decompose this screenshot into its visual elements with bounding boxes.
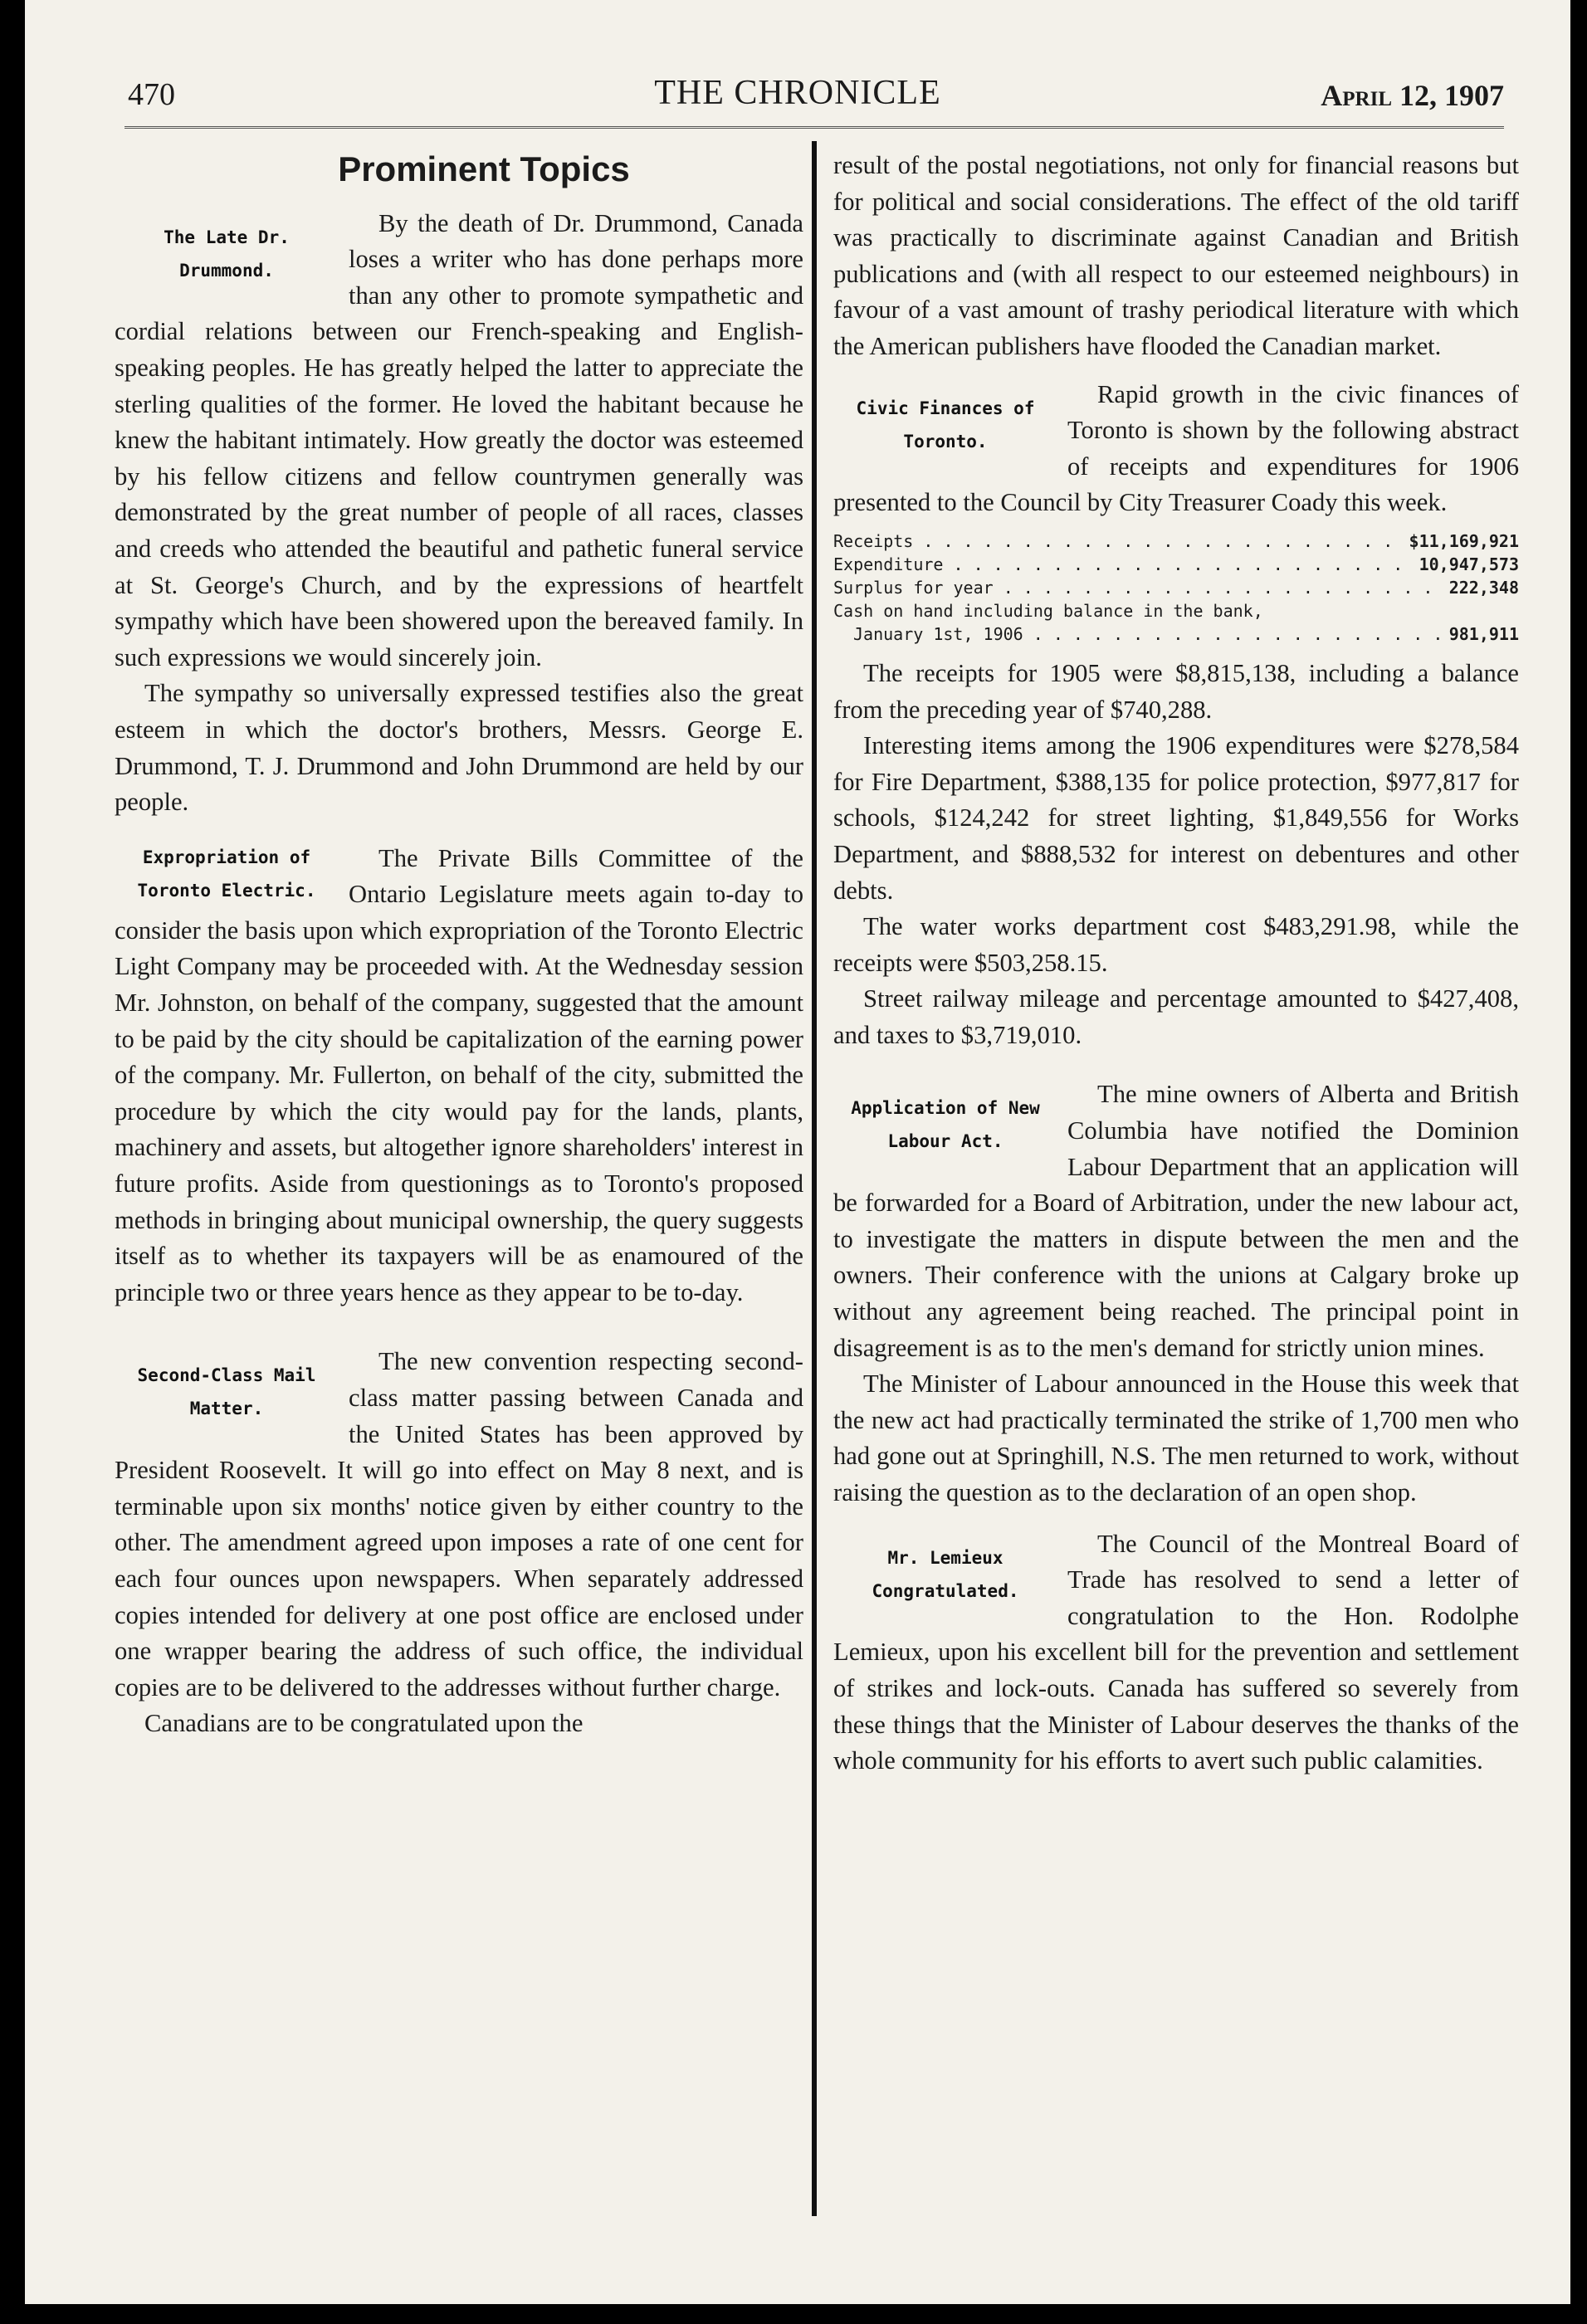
section-title: Prominent Topics [338,149,630,188]
finance-table [833,530,1519,646]
article-paragraph: The sympathy so universally expressed testifies also the great esteem in which the doctor's brothers, Messrs. George E. Drummond, T. J. Drummond and John Drummond are held by our people. [115,679,803,817]
article-paragraph: The Private Bills Committee of the Ontario Legislature meets again to-day to consider the basis upon which expropriation of the Toronto Electric Light Company may be proceeded with. At the Wednesday session Mr. Johnston, on behalf of the company, suggested that the amount to be paid by the city should be capitalization of the earning power of the company. Mr. Fullerton, on behalf of the city, submitted the procedure by which the city would pay for the lands, plants, machinery and assets, but altogether ignore shareholders' interest in future profits. Aside from questionings as to Toronto's proposed methods in bringing about municipal ownership, the query suggests itself as to whether its taxpayers will be as enamoured of the principle two or three years hence as they appear to be to-day. [115,843,803,1306]
left-column [115,148,803,1757]
article-drummond [115,206,803,821]
article-paragraph: The Council of the Montreal Board of Trade has resolved to send a letter of congratulation to the Hon. Rodolphe Lemieux, upon his excellent bill for the prevention and settlement of strikes and lock-outs. Canada has suffered so severely from these things that the Minister of Labour deserves the thanks of the whole community for his efforts to avert such public calamities. [833,1529,1519,1775]
article-paragraph: Canadians are to be congratulated upon the [144,1709,584,1738]
side-heading: The Late Dr. Drummond. [164,227,290,281]
column-divider [812,141,817,2216]
article-paragraph-continued: result of the postal negotiations, not only for financial reasons but for political and social considerations. The effect of the old tariff was practically to discriminate against Canadian and British publications and (with all respect to our esteemed neighbours) in favour of a vast amount of trashy periodical literature with which the American publishers have flooded the Canadian market. [833,151,1519,360]
table-row: Surplus for year . . . 222,348 [833,576,1519,599]
newspaper-page [25,0,1570,2304]
article-paragraph: The Minister of Labour announced in the House this week that the new act had practically terminated the strike of 1,700 men who had gone out at Springhill, N.S. The men returned to work, without raising the question as to the declaration of an open shop. [833,1370,1519,1506]
table-row: January 1st, 1906 . . . 981,911 [833,622,1519,646]
article-paragraph: The water works department cost $483,291.98, while the receipts were $503,258.15. [833,912,1519,977]
article-lemieux [833,1526,1519,1780]
article-civic-finances [833,377,1519,1054]
table-row: Expenditure . . . 10,947,573 [833,553,1519,576]
right-column [833,148,1519,1794]
article-expropriation [115,841,803,1311]
side-heading: Application of New Labour Act. [851,1098,1040,1152]
side-heading: Civic Finances of Toronto. [856,398,1035,452]
publication-title: THE CHRONICLE [654,74,941,112]
table-row: Receipts . . . $11,169,921 [833,530,1519,553]
header-rule [125,126,1504,129]
side-heading: Expropriation of Toronto Electric. [137,847,316,901]
article-paragraph: Street railway mileage and percentage amounted to $427,408, and taxes to $3,719,010. [833,984,1519,1049]
article-paragraph: Interesting items among the 1906 expenditures were $278,584 for Fire Department, $388,135 for police protection, $977,817 for schools, $124,242 for street lighting, $1,849,556 for Works Department, and $888,532 for interest on debentures and other debts. [833,731,1519,905]
table-row: Cash on hand including balance in the bank, [833,600,1263,621]
issue-date: April 12, 1907 [1321,79,1504,112]
article-labour-act [833,1077,1519,1511]
article-second-class-mail [115,1344,803,1742]
article-paragraph: The receipts for 1905 were $8,815,138, including a balance from the preceding year of $740,288. [833,658,1519,724]
side-heading: Second-Class Mail Matter. [137,1365,316,1419]
article-paragraph: The mine owners of Alberta and British Columbia have notified the Dominion Labour Department that an application will be forwarded for a Board of Arbitration, under the new labour act, to investigate the matters in dispute between the men and the owners. Their conference with the unions at Calgary broke up without any agreement being reached. The principal point in disagreement is as to the men's demand for strictly union mines. [833,1080,1519,1362]
article-paragraph: The new convention respecting second-class matter passing between Canada and the United States has been approved by President Roosevelt. It will go into effect on May 8 next, and is terminable upon six months' notice given by either country to the other. The amendment agreed upon imposes a rate of one cent for each four ounces upon newspapers. When separately addressed copies intended for delivery at one post office are enclosed under one wrapper bearing the address of such office, the individual copies are to be delivered to the addresses without further charge. [115,1347,803,1702]
side-heading: Mr. Lemieux Congratulated. [872,1547,1019,1601]
page-number: 470 [128,77,175,112]
page-header [25,70,1570,120]
article-paragraph: By the death of Dr. Drummond, Canada loses a writer who has done perhaps more than any other to promote sympathetic and cordial relations between our French-speaking and English-speaking peoples. He has greatly helped the latter to appreciate the sterling qualities of the former. He loved the habitant because he knew the habitant intimately. How greatly the doctor was esteemed by his fellow citizens and fellow countrymen generally was demonstrated by the great number of people of all races, classes and creeds who attended the beautiful and pathetic funeral service at St. George's Church, and by the expressions of heartfelt sympathy which have been showered upon the bereaved family. In such expressions we would sincerely join. [115,208,803,671]
article-paragraph: Rapid growth in the civic finances of Toronto is shown by the following abstract of receipts and expenditures for 1906 presented to the Council by City Treasurer Coady this week. [833,379,1519,517]
